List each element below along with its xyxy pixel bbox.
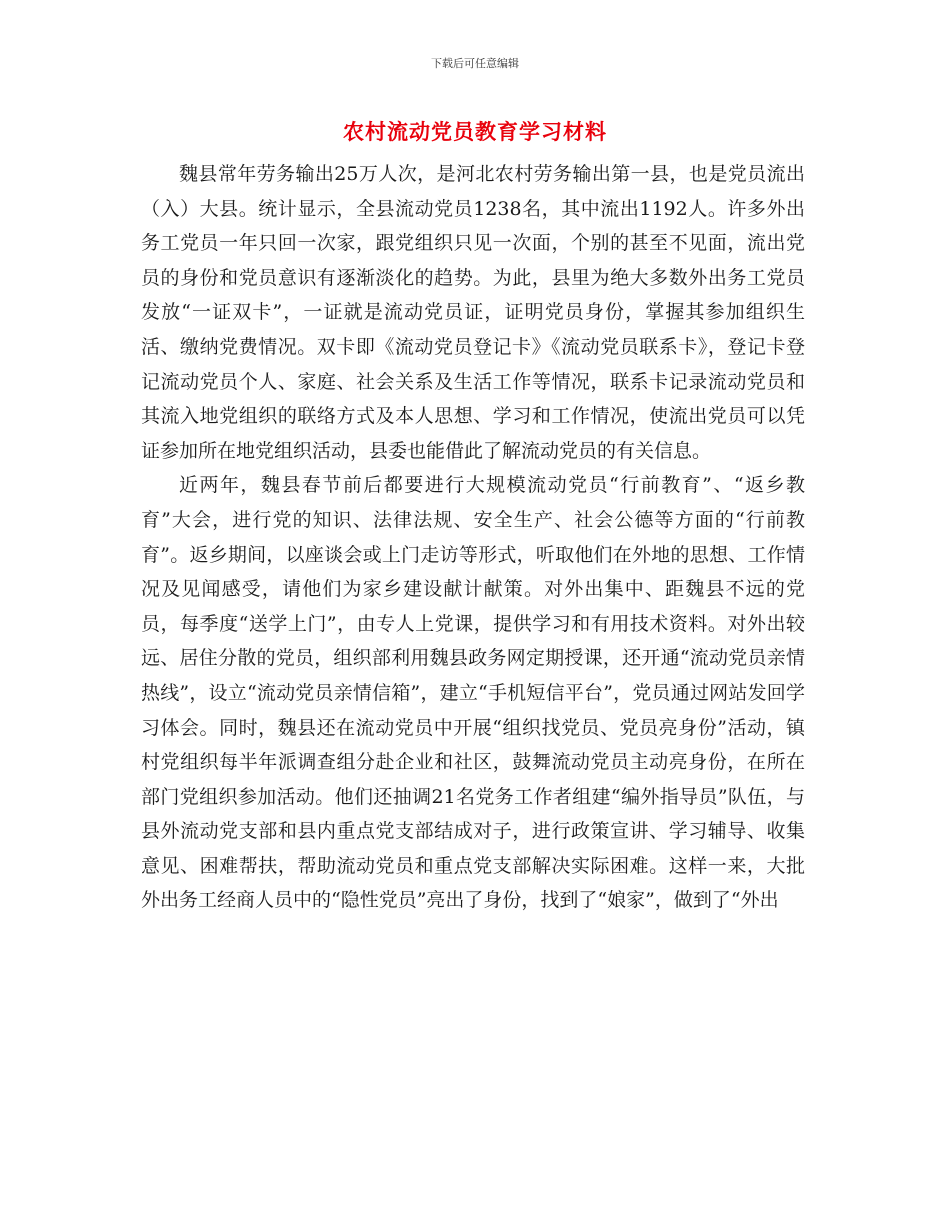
page-header-note: 下载后可任意编辑	[431, 57, 519, 70]
document-title: 农村流动党员教育学习材料	[343, 119, 607, 144]
paragraph: 魏县常年劳务输出25万人次，是河北农村劳务输出第一县，也是党员流出（入）大县。统计显示，全县流动党员1238名，其中流出1192人。许多外出务工党员一年只回一次家，跟党组织只见一次面，个别的甚至不见面，流出党员的身份和党员意识有逐渐淡化的趋势。为此，县里为绝大多数外出务工党员发放“一证双卡”，一证就是流动党员证，证明党员身份，掌握其参加组织生活、缴纳党费情况。双卡即《流动党员登记卡》《流动党员联系卡》，登记卡登记流动党员个人、家庭、社会关系及生活工作等情况，联系卡记录流动党员和其流入地党组织的联络方式及本人思想、学习和工作情况，使流出党员可以凭证参加所在地党组织活动，县委也能借此了解流动党员的有关信息。	[141, 163, 805, 462]
document-body	[141, 157, 805, 918]
paragraph: 近两年，魏县春节前后都要进行大规模流动党员“行前教育”、“返乡教育”大会，进行党的知识、法律法规、安全生产、社会公德等方面的“行前教育”。返乡期间，以座谈会或上门走访等形式，听取他们在外地的思想、工作情况及见闻感受，请他们为家乡建设献计献策。对外出集中、距魏县不远的党员，每季度“送学上门”，由专人上党课，提供学习和有用技术资料。对外出较远、居住分散的党员，组织部利用魏县政务网定期授课，还开通“流动党员亲情热线”，设立“流动党员亲情信箱”，建立“手机短信平台”，党员通过网站发回学习体会。同时，魏县还在流动党员中开展“组织找党员、党员亮身份”活动，镇村党组织每半年派调查组分赴企业和社区，鼓舞流动党员主动亮身份，在所在部门党组织参加活动。他们还抽调21名党务工作者组建“编外指导员”队伍，与县外流动党支部和县内重点党支部结成对子，进行政策宣讲、学习辅导、收集意见、困难帮扶，帮助流动党员和重点党支部解决实际困难。这样一来，大批外出务工经商人员中的“隐性党员”亮出了身份，找到了“娘家”，做到了“外出	[141, 474, 805, 912]
